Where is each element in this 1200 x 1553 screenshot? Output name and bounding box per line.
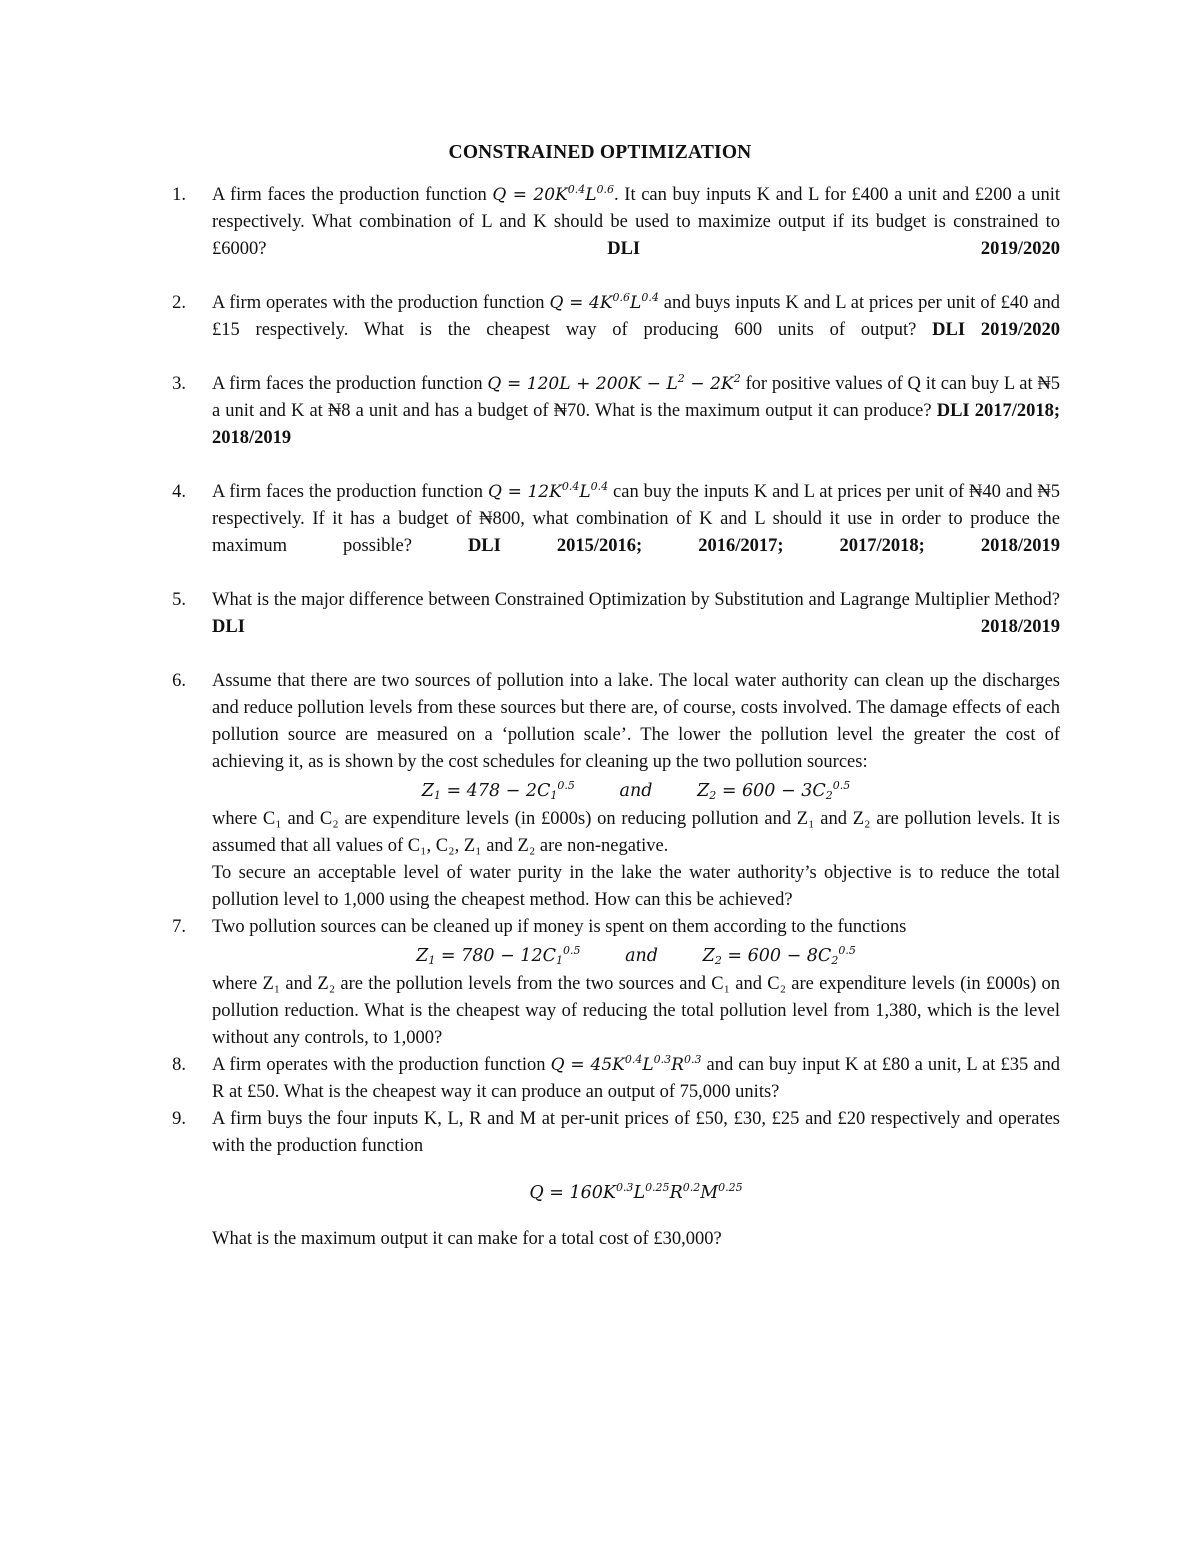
- question-text: [212, 1052, 1060, 1106]
- production-equation: $Q = 45K^{0.4}L^{0.3}R^{0.3}$: [550, 1053, 702, 1075]
- question-3: [160, 371, 1060, 479]
- question-4: [160, 479, 1060, 587]
- production-function-display: [212, 1178, 1060, 1208]
- exam-reference: DLI 2019/2020: [607, 239, 1060, 259]
- question-text: A firm buys the four inputs K, L, R and M at per-unit prices of £50, £30, £25 and £20 respectively and operates with the production function: [212, 1109, 1060, 1156]
- question-number: 2.: [172, 293, 186, 313]
- production-equation: $Q = 12K^{0.4}L^{0.4}$: [487, 480, 609, 502]
- question-body: . It can buy inputs K and L for £400 a unit and £200 a unit respectively. What combination of L and K should be used to maximize output if its budget is constrained to £6000?: [212, 185, 1061, 259]
- question-continuation: where C₁ and C₂ are expenditure levels (in £000s) on reducing pollution and Z₁ and Z₂ are pollution levels. It is assumed that all values of C₁, C₂, Z₁ and Z₂ are non-negative.: [212, 809, 1060, 856]
- question-5: [160, 587, 1060, 668]
- question-lead: A firm faces the production function: [212, 374, 483, 394]
- question-lead: A firm operates with the production function: [212, 1055, 546, 1075]
- question-1: [160, 182, 1060, 290]
- cost-schedule-equations: [212, 776, 1060, 806]
- equation-z1: $Z_1 = 780 - 12C_1^{0.5}$: [416, 944, 581, 967]
- question-8: [160, 1052, 1060, 1106]
- question-number: 6.: [172, 671, 186, 691]
- question-6: [160, 668, 1060, 914]
- question-continuation: where Z₁ and Z₂ are the pollution levels from the two sources and C₁ and C₂ are expenditure levels (in £000s) on pollution reduction. What is the cheapest way of reducing the total pollution level from 1,380, which is the level without any controls, to 1,000?: [212, 974, 1060, 1048]
- equation-z2: $Z_2 = 600 - 3C_2^{0.5}$: [697, 779, 851, 802]
- production-equation: $Q = 120L + 200K - L^2 - 2K^2$: [487, 372, 741, 394]
- conjunction-and: and: [625, 946, 659, 966]
- conjunction-and: and: [619, 781, 653, 801]
- question-body: What is the major difference between Constrained Optimization by Substitution and Lagrange Multiplier Method?: [212, 590, 1060, 610]
- question-number: 7.: [172, 917, 186, 937]
- question-number: 1.: [172, 185, 186, 205]
- exam-reference: DLI 2018/2019: [212, 617, 1060, 637]
- cost-schedule-equations: [212, 941, 1060, 971]
- question-number: 9.: [172, 1109, 186, 1129]
- exam-reference: DLI 2019/2020: [932, 320, 1061, 340]
- question-number: 8.: [172, 1055, 186, 1075]
- production-equation: $Q = 4K^{0.6}L^{0.4}$: [549, 291, 659, 313]
- question-9: [160, 1106, 1060, 1253]
- question-text: [212, 479, 1060, 587]
- question-2: [160, 290, 1060, 371]
- question-text: [212, 182, 1060, 290]
- question-text: [212, 371, 1060, 479]
- question-lead: A firm faces the production function: [212, 482, 484, 502]
- question-lead: A firm faces the production function: [212, 185, 487, 205]
- equation-z1: $Z_1 = 478 - 2C_1^{0.5}$: [421, 779, 575, 802]
- question-list: [160, 182, 1060, 1253]
- document-title: CONSTRAINED OPTIMIZATION: [448, 142, 752, 163]
- question-prompt: What is the maximum output it can make for a total cost of £30,000?: [212, 1229, 722, 1249]
- exam-reference: DLI 2017/2018; 2018/2019: [212, 401, 1061, 448]
- question-body: for positive values of Q it can buy L at ₦5 a unit and K at ₦8 a unit and has a budget of ₦70. What is the maximum output it can produce?: [212, 374, 1061, 421]
- question-text: Two pollution sources can be cleaned up if money is spent on them according to the functions: [212, 917, 907, 937]
- production-equation: $Q = 20K^{0.4}L^{0.6}$: [492, 183, 615, 205]
- question-body: and can buy input K at £80 a unit, L at £35 and R at £50. What is the cheapest way it can produce an output of 75,000 units?: [212, 1055, 1061, 1102]
- question-body: can buy the inputs K and L at prices per unit of ₦40 and ₦5 respectively. If it has a budget of ₦800, what combination of K and L should it use in order to produce the maximum possible?: [212, 482, 1061, 556]
- question-lead: A firm operates with the production function: [212, 293, 545, 313]
- equation-z2: $Z_2 = 600 - 8C_2^{0.5}$: [702, 944, 856, 967]
- question-number: 4.: [172, 482, 186, 502]
- question-objective: To secure an acceptable level of water purity in the lake the water authority’s objective is to reduce the total pollution level to 1,000 using the cheapest method. How can this be achieved?: [212, 863, 1060, 910]
- question-text: [212, 587, 1060, 668]
- question-body: and buys inputs K and L at prices per unit of £40 and £15 respectively. What is the cheapest way of producing 600 units of output?: [212, 293, 1060, 340]
- question-7: [160, 914, 1060, 1052]
- production-equation: $Q = 160K^{0.3}L^{0.25}R^{0.2}M^{0.25}$: [529, 1181, 743, 1203]
- question-text: Assume that there are two sources of pollution into a lake. The local water authority can clean up the discharges and reduce pollution levels from these sources but there are, of course, costs involved. The damage effects of each pollution source are measured on a ‘pollution scale’. The lower the pollution level the greater the cost of achieving it, as is shown by the cost schedules for cleaning up the two pollution sources:: [212, 671, 1060, 772]
- question-number: 5.: [172, 590, 186, 610]
- exam-reference: DLI 2015/2016; 2016/2017; 2017/2018; 2018/2019: [467, 536, 1060, 556]
- question-text: [212, 290, 1060, 371]
- question-number: 3.: [172, 374, 186, 394]
